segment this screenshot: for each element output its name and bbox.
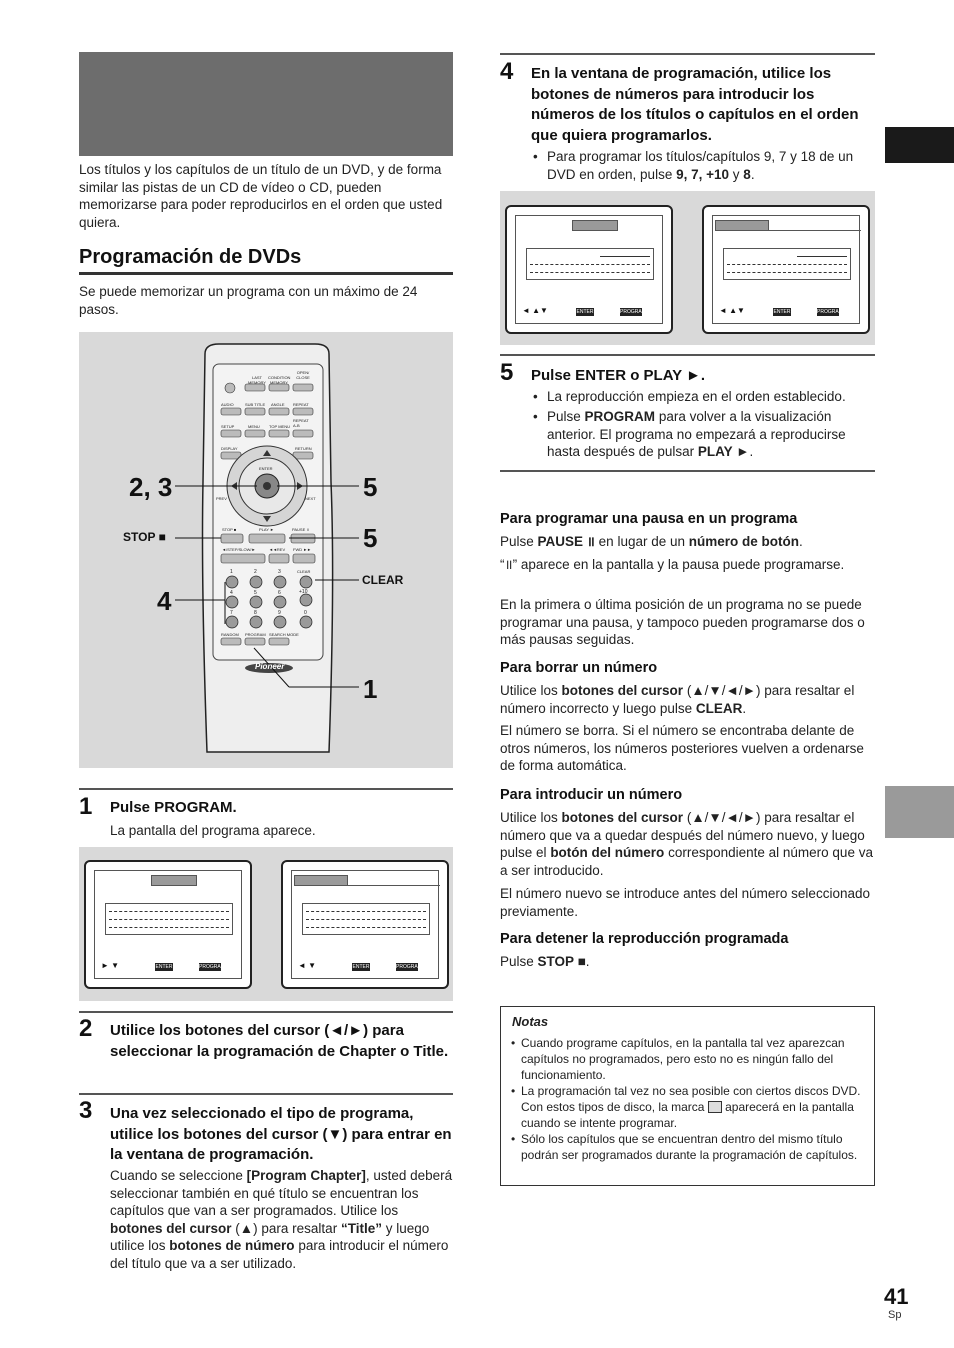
header-banner: [79, 52, 453, 156]
remote-label-menu: MENU: [248, 424, 260, 429]
remote-key-6: 6: [278, 590, 281, 596]
tv-screen-title: ► ▼ ENTER PROGRAM: [84, 860, 252, 989]
insert-text-cursor: botones del cursor: [561, 810, 684, 825]
insert-para-1: [500, 809, 875, 879]
note-3: • Sólo los capítulos que se encuentran dentro del mismo título podrán ser programados durante la programación de capítulos.: [521, 1131, 866, 1163]
step3-text-5: para introducir el número del título que va a ser utilizado.: [110, 1238, 449, 1271]
insert-text-2: (▲/▼/◄/►) para resaltar el número que va a quedar después del número nuevo, y luego pulse el: [500, 810, 865, 860]
remote-label-fwd: FWD ►►: [293, 547, 312, 552]
stop-title: Para detener la reproducción programada: [500, 931, 789, 947]
step5-bullet-1: • La reproducción empieza en el orden establecido.: [547, 388, 875, 406]
remote-key-1: 1: [230, 569, 233, 575]
disc-prohibited-icon: [708, 1101, 722, 1113]
step3-heading: Una vez seleccionado el tipo de programa, utilice los botones del cursor (▼) para entrar en la ventana de programación.: [110, 1105, 452, 1163]
callout-5-top: 5: [363, 472, 378, 502]
step4-bullet-keys: 9, 7, +10: [676, 166, 730, 182]
screen-program-label: PROGRAM: [620, 309, 646, 315]
step3-text-3: (▲) para resaltar: [235, 1220, 338, 1236]
note-2-text-1: La programación tal vez no sea posible con ciertos discos DVD. Con estos tipos de disco, la marca: [521, 1084, 861, 1114]
pause-title: Para programar una pausa en un programa: [500, 511, 798, 527]
stop-text-1: Pulse: [500, 954, 534, 969]
remote-key-2: 2: [254, 569, 257, 575]
side-tab-gray: [885, 786, 954, 838]
remote-label-program: PROGRAM: [245, 632, 266, 637]
remote-label-display: DISPLAY: [221, 446, 238, 451]
step1-screens-panel: [79, 847, 453, 1001]
step4-bullet-period: .: [750, 166, 755, 182]
step5-bottom-rule: [500, 470, 875, 472]
screen-enter-label: ENTER: [155, 964, 173, 970]
stop-line: [500, 953, 590, 971]
step4-number: 4: [500, 58, 514, 85]
remote-label-top-menu: TOP MENU: [269, 424, 290, 429]
screen-program-label: PROGRAM: [199, 964, 225, 970]
remote-label-pause: PAUSE ॥: [292, 527, 309, 532]
delete-title: Para borrar un número: [500, 660, 658, 676]
section-title: Programación de DVDs: [79, 246, 302, 268]
tv-screen-program-title: ◄ ▲▼ ENTER PROGRAM: [505, 205, 673, 334]
delete-text-clear: CLEAR: [695, 700, 743, 716]
step5-b2-period: .: [749, 444, 754, 459]
step4-rule: [500, 53, 875, 55]
step3-rule: [79, 1093, 453, 1095]
insert-text-1: Utilice los: [500, 810, 558, 825]
section-rule: [79, 272, 453, 275]
side-tab-black: [885, 127, 954, 163]
step3-text-cursor-buttons: botones del cursor: [110, 1220, 232, 1236]
step4-bullet: [547, 148, 875, 183]
step2-heading: Utilice los botones del cursor (◄/►) para seleccionar la programación de Chapter o Title.: [110, 1022, 449, 1060]
insert-title: Para introducir un número: [500, 787, 683, 803]
pause-para-2: “॥” aparece en la pantalla y la pausa puede programarse.: [500, 557, 845, 572]
note-1: • Cuando programe capítulos, en la pantalla tal vez aparezcan capítulos no programados, pero esto no es ningún fallo del funcionamiento.: [521, 1035, 866, 1083]
step3-text-4: y luego utilice los: [110, 1220, 430, 1253]
step1-body: La pantalla del programa aparece.: [110, 823, 316, 838]
remote-drawing: [79, 332, 453, 768]
remote-key-8: 8: [254, 610, 257, 616]
delete-text-1: Utilice los: [500, 683, 558, 698]
remote-label-condition-memory: CONDITION MEMORY: [268, 375, 291, 385]
remote-key-9: 9: [278, 610, 281, 616]
pause-text-1: Pulse: [500, 534, 534, 549]
step1-number: 1: [79, 793, 93, 820]
pause-line-1: [500, 533, 875, 551]
stop-text-period: .: [585, 954, 590, 969]
step3-number: 3: [79, 1097, 93, 1124]
pause-text-pause: PAUSE ॥: [537, 534, 595, 549]
insert-para-2: El número nuevo se introduce antes del número seleccionado previamente.: [500, 886, 870, 919]
remote-label-rev: ◄◄REV: [269, 547, 286, 552]
step3-text-number-buttons: botones de número: [169, 1238, 295, 1253]
intro-paragraph: Los títulos y los capítulos de un título de un DVD, y de forma similar las pistas de un CD de vídeo o CD, pueden memorizarse para poder reproducirlos en el orden que usted quiera.: [79, 162, 443, 230]
remote-label-repeat-ab: REPEAT A-B: [293, 418, 309, 428]
screen-enter-label: ENTER: [773, 309, 791, 315]
page-number: 41: [884, 1284, 909, 1309]
callout-2-3: 2, 3: [129, 472, 173, 502]
step3-text-title: “Title”: [340, 1220, 382, 1236]
remote-label-plus10: +10: [299, 589, 308, 595]
remote-illustration-panel: [79, 332, 453, 768]
step3-body: [110, 1167, 453, 1272]
remote-label-angle: ANGLE: [271, 402, 285, 407]
step2-rule: [79, 1011, 453, 1013]
insert-text-3: correspondiente al número que va a ser introducido.: [500, 845, 873, 878]
remote-key-5: 5: [254, 590, 257, 596]
remote-label-repeat: REPEAT: [293, 402, 309, 407]
screen-program-label: PROGRAM: [817, 309, 843, 315]
step5-bullet-2: [547, 408, 875, 461]
remote-label-stop: STOP ■: [222, 527, 237, 532]
step5-heading: Pulse ENTER o PLAY ►.: [531, 367, 706, 384]
callout-clear: CLEAR: [362, 573, 404, 587]
remote-key-4: 4: [230, 590, 233, 596]
remote-label-clear: CLEAR: [297, 569, 311, 574]
remote-label-prev: PREV: [216, 496, 227, 501]
step1-rule: [79, 788, 453, 790]
remote-label-play: PLAY ►: [259, 527, 274, 532]
step3-text-2: , usted deberá seleccionar también en qué título se encuentran los capítulos que van a ser programados. Utilice los: [110, 1168, 453, 1218]
step4-bullet-text: Para programar los títulos/capítulos 9, 7 y 18 de un DVD en orden, pulse: [547, 149, 854, 182]
remote-label-setup: SETUP: [221, 424, 235, 429]
callout-4: 4: [157, 586, 172, 616]
notes-title: Notas: [512, 1014, 549, 1029]
remote-key-3: 3: [278, 569, 281, 575]
insert-text-number-button: botón del número: [550, 845, 665, 860]
remote-label-step-slow: ◄/STEP/SLOW/►: [222, 547, 256, 552]
step3-text-program-chapter: [Program Chapter]: [246, 1168, 366, 1183]
delete-para-1: [500, 682, 875, 717]
callout-stop: STOP ■: [123, 530, 166, 544]
delete-text-period: .: [742, 700, 747, 716]
delete-para-2: El número se borra. Si el número se encontraba delante de otros números, los números posteriores vuelven a ordenarse de forma automática.: [500, 723, 864, 773]
screen-enter-label: ENTER: [576, 309, 594, 315]
step5-rule: [500, 354, 875, 356]
pause-text-2: en lugar de un: [598, 534, 685, 549]
step4-bullet-and: y: [732, 166, 740, 182]
remote-label-last-memory: LAST MEMORY: [248, 375, 266, 385]
step5-b2-program: PROGRAM: [584, 409, 656, 424]
step5-b2-play: PLAY ►: [697, 444, 750, 459]
step5-b2-text-2: para volver a la visualización anterior. El programa no empezará a reproducirse hasta después de pulsar: [547, 409, 846, 459]
callout-5-bottom: 5: [363, 523, 378, 553]
step4-bullet-key8: 8: [743, 166, 751, 182]
pause-text-number: número de botón: [688, 534, 800, 549]
step2-number: 2: [79, 1015, 93, 1042]
remote-brand-logo: Pioneer: [255, 662, 285, 671]
step5-number: 5: [500, 359, 514, 386]
step5-b2-text-1: Pulse: [547, 409, 581, 424]
note-2: [521, 1083, 866, 1131]
remote-key-7: 7: [230, 610, 233, 616]
callout-1: 1: [363, 674, 378, 704]
notes-box: [500, 1006, 875, 1186]
step4-heading: En la ventana de programación, utilice los botones de números para introducir los números de los títulos o capítulos en el orden que quiera programarlos.: [531, 65, 859, 144]
section-subtitle: Se puede memorizar un programa con un máximo de 24 pasos.: [79, 284, 418, 317]
note-2-text-2: aparecerá en la pantalla cuando se intente programar.: [521, 1100, 854, 1130]
remote-label-sub-title: SUB TITLE: [245, 402, 266, 407]
step1-heading: Pulse PROGRAM.: [110, 799, 237, 816]
pause-text-period: .: [799, 534, 803, 549]
remote-label-return: RETURN: [295, 446, 312, 451]
tv-screen-program-chapter: ◄ ▲▼ ENTER PROGRAM: [702, 205, 870, 334]
step3-text-1: Cuando se seleccione: [110, 1168, 243, 1183]
tv-screen-chapter: ◄ ▼ ENTER PROGRAM: [281, 860, 449, 989]
delete-text-cursor: botones del cursor: [561, 683, 684, 698]
remote-label-audio: AUDIO: [221, 402, 234, 407]
screen-program-label: PROGRAM: [396, 964, 422, 970]
screen-enter-label: ENTER: [352, 964, 370, 970]
pause-para-3: En la primera o última posición de un programa no se puede programar una pausa, y tampoco pueden programarse dos o más pausas seguidas.: [500, 597, 865, 647]
step4-screens-panel: [500, 191, 875, 345]
remote-label-open-close: OPEN/ CLOSE: [296, 370, 310, 380]
delete-text-2: (▲/▼/◄/►) para resaltar el número incorrecto y luego pulse: [500, 683, 855, 716]
remote-label-random: RANDOM: [221, 632, 239, 637]
remote-key-0: 0: [304, 610, 307, 616]
remote-label-next: NEXT: [305, 496, 316, 501]
stop-text-stop: STOP ■: [537, 954, 586, 969]
remote-label-enter: ENTER: [259, 466, 273, 471]
remote-label-search-mode: SEARCH MODE: [269, 632, 299, 637]
page-language: Sp: [888, 1309, 902, 1321]
